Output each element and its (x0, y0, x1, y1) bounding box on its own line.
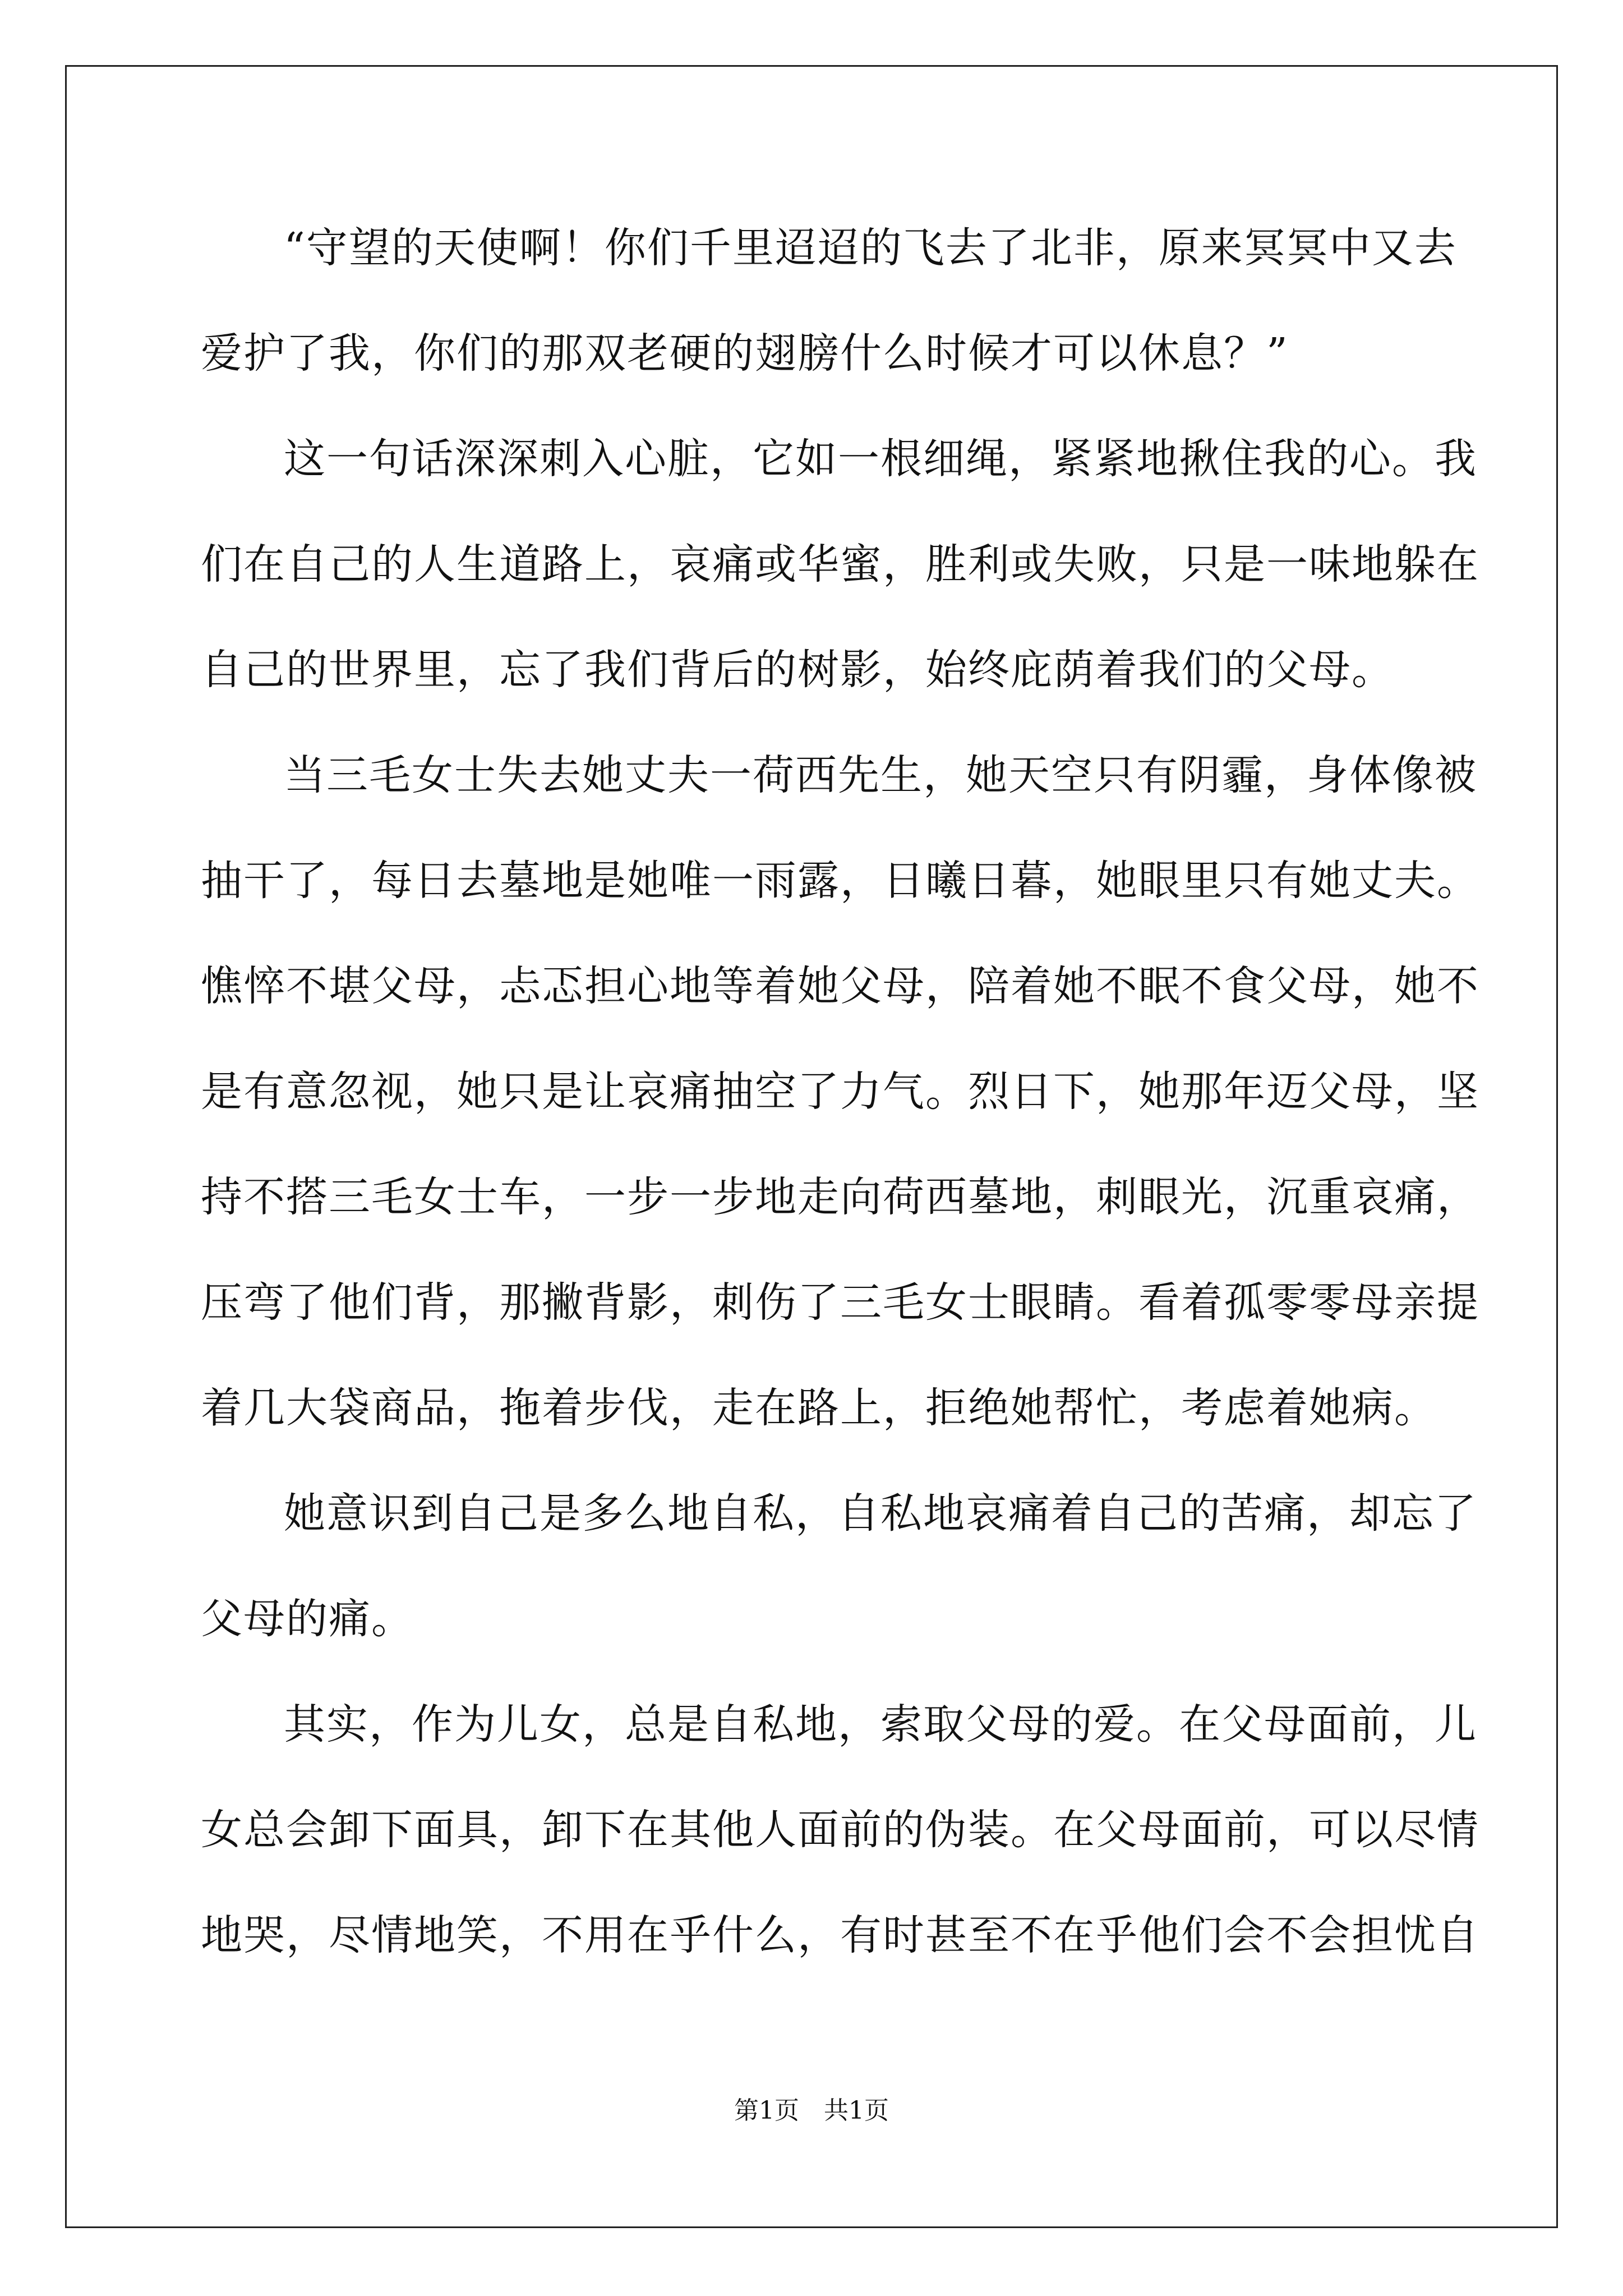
paragraph-line: 压弯了他们背，那撇背影，刺伤了三毛女士眼睛。看着孤零零母亲提 (201, 1278, 1479, 1327)
paragraph-line: 女总会卸下面具，卸下在其他人面前的伪装。在父母面前，可以尽情 (201, 1806, 1479, 1854)
paragraph-line: 她意识到自己是多么地自私，自私地哀痛着自己的苦痛，却忘了 (284, 1489, 1477, 1538)
paragraph-line: “守望的天使啊！你们千里迢迢的飞去了北非，原来冥冥中又去 (284, 224, 1457, 272)
paragraph-line: 着几大袋商品，拖着步伐，走在路上，拒绝她帮忙，考虑着她病。 (201, 1384, 1437, 1432)
paragraph-line: 父母的痛。 (201, 1595, 414, 1643)
paragraph-line: 爱护了我，你们的那双老硬的翅膀什么时候才可以休息？” (201, 329, 1289, 378)
paragraph-line: 自己的世界里，忘了我们背后的树影，始终庇荫着我们的父母。 (201, 646, 1394, 694)
paragraph-line: 们在自己的人生道路上，哀痛或华蜜，胜利或失败，只是一味地躲在 (201, 540, 1479, 588)
page-footer: 第1页 共1页 (734, 2096, 889, 2125)
paragraph-line: 憔悴不堪父母，忐忑担心地等着她父母，陪着她不眠不食父母，她不 (201, 962, 1479, 1010)
paragraph-line: 是有意忽视，她只是让哀痛抽空了力气。烈日下，她那年迈父母，坚 (201, 1068, 1479, 1116)
paragraph-line: 持不搭三毛女士车，一步一步地走向荷西墓地，刺眼光，沉重哀痛， (201, 1173, 1479, 1221)
paragraph-line: 抽干了，每日去墓地是她唯一雨露，日曦日暮，她眼里只有她丈夫。 (201, 857, 1479, 905)
paragraph-line: 地哭，尽情地笑，不用在乎什么，有时甚至不在乎他们会不会担忧自 (201, 1911, 1479, 1959)
paragraph-line: 这一句话深深刺入心脏，它如一根细绳，紧紧地揪住我的心。我 (284, 435, 1477, 483)
paragraph-line: 当三毛女士失去她丈夫一荷西先生，她天空只有阴霾，身体像被 (284, 751, 1477, 799)
paragraph-line: 其实，作为儿女，总是自私地，索取父母的爱。在父母面前，儿 (284, 1700, 1477, 1749)
document-body (201, 220, 1479, 2013)
